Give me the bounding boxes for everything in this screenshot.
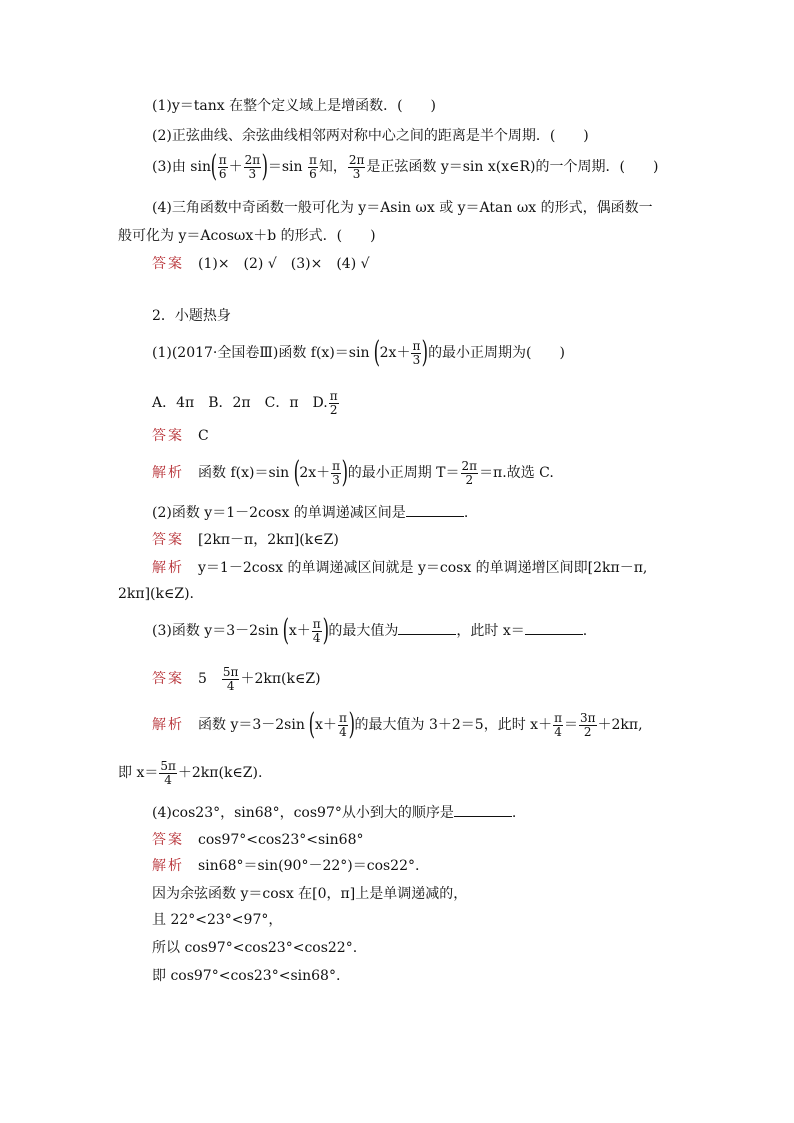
fraction bbox=[222, 666, 240, 693]
fraction-numerator: π bbox=[554, 710, 562, 725]
text: ＝π.故选 C. bbox=[479, 465, 554, 481]
left-paren: ( bbox=[373, 335, 381, 370]
text: ＋ bbox=[228, 159, 243, 175]
blank-line bbox=[406, 502, 464, 517]
text: (3)由 sin bbox=[152, 159, 211, 175]
fraction-numerator: π bbox=[412, 338, 421, 353]
problem-4-analysis-line3: 且 22°<23°<97°， bbox=[152, 912, 283, 928]
fraction-numerator: π bbox=[308, 152, 317, 167]
problem-3 bbox=[152, 614, 684, 648]
text: (3)函数 y＝3－2sin bbox=[152, 623, 279, 639]
right-paren: ) bbox=[348, 707, 355, 742]
text: 是正弦函数 y＝sin x(x∈R)的一个周期．( ) bbox=[366, 159, 659, 175]
problem-2-analysis-line2: 2kπ](k∈Z). bbox=[118, 586, 195, 602]
text: 的最大值为 bbox=[328, 623, 399, 639]
fraction-denominator: 3 bbox=[412, 352, 421, 367]
problem-2 bbox=[152, 502, 684, 523]
fraction-denominator: 4 bbox=[164, 772, 172, 787]
fraction bbox=[159, 760, 177, 787]
analysis-label: 解析 bbox=[152, 465, 184, 481]
fraction-denominator: 4 bbox=[226, 678, 235, 693]
analysis-label: 解析 bbox=[152, 858, 184, 874]
fraction bbox=[329, 390, 339, 417]
left-paren: ( bbox=[308, 707, 316, 742]
text: 函数 y＝3－2sin bbox=[198, 717, 305, 733]
problem-4-analysis-line2: 因为余弦函数 y＝cosx 在[0，π]上是单调递减的， bbox=[152, 886, 468, 902]
text: 2x＋ bbox=[299, 465, 331, 481]
fraction bbox=[308, 154, 318, 181]
problem-4-analysis-line4: 所以 cos97°<cos23°<cos22°. bbox=[152, 940, 358, 956]
right-paren: ) bbox=[322, 613, 329, 648]
right-paren: ) bbox=[261, 149, 269, 184]
fraction-numerator: π bbox=[218, 152, 227, 167]
problem-3-answer bbox=[152, 662, 684, 696]
fraction-denominator: 3 bbox=[248, 166, 257, 181]
answer-1 bbox=[152, 254, 684, 274]
text: ＋2kπ(k∈Z). bbox=[177, 765, 263, 781]
judgement-1: (1)y＝tanx 在整个定义域上是增函数．( ) bbox=[152, 98, 436, 114]
fraction bbox=[348, 154, 366, 181]
fraction-numerator: π bbox=[332, 458, 341, 473]
text: 的最小正周期为( ) bbox=[428, 345, 565, 361]
fraction bbox=[461, 460, 479, 487]
answer-text: [2kπ－π，2kπ](k∈Z) bbox=[198, 532, 339, 548]
answer-text: C bbox=[198, 428, 209, 444]
text: sin68°＝sin(90°－22°)＝cos22°. bbox=[198, 858, 420, 874]
fraction-denominator: 2 bbox=[465, 472, 474, 487]
problem-2-analysis-line1 bbox=[152, 558, 684, 578]
fraction-numerator: π bbox=[338, 710, 347, 725]
problem-1-answer bbox=[152, 426, 684, 446]
fraction bbox=[312, 618, 322, 645]
problem-1 bbox=[152, 336, 684, 370]
fraction bbox=[338, 712, 348, 739]
left-paren: ( bbox=[282, 613, 290, 648]
answer-label: 答案 bbox=[152, 532, 184, 548]
judgement-4-line2: 般可化为 y＝Acosωx＋b 的形式．( ) bbox=[118, 228, 376, 244]
problem-1-analysis bbox=[152, 456, 684, 490]
problem-2-answer bbox=[152, 530, 684, 550]
text: 5 bbox=[198, 671, 221, 687]
fraction-numerator: 5π bbox=[160, 758, 176, 773]
problem-4-answer bbox=[152, 830, 684, 850]
fraction-numerator: 2π bbox=[348, 152, 365, 167]
fraction-numerator: π bbox=[312, 616, 321, 631]
fraction bbox=[331, 460, 341, 487]
text: x＋ bbox=[315, 717, 337, 733]
text: 知， bbox=[318, 159, 347, 175]
fraction-numerator: 3π bbox=[579, 710, 596, 725]
fraction-denominator: 6 bbox=[309, 166, 317, 181]
left-paren: ( bbox=[210, 149, 218, 184]
text: y＝1－2cosx 的单调递减区间就是 y＝cosx 的单调递增区间即[2kπ－π, bbox=[198, 560, 648, 576]
answer-text: cos97°<cos23°<sin68° bbox=[198, 832, 364, 848]
blank-line bbox=[398, 620, 456, 635]
text: (2)函数 y＝1－2cosx 的单调递减区间是 bbox=[152, 505, 406, 521]
text: ＝sin bbox=[267, 159, 303, 175]
judgement-3 bbox=[152, 149, 684, 184]
text: ＋2kπ, bbox=[597, 717, 643, 733]
fraction bbox=[553, 712, 563, 739]
problem-3-analysis-line2 bbox=[118, 756, 684, 790]
left-paren: ( bbox=[293, 455, 300, 490]
answer-label: 答案 bbox=[152, 256, 184, 272]
fraction-denominator: 4 bbox=[339, 724, 347, 739]
answer-text: (1)× (2) √ (3)× (4) √ bbox=[198, 256, 370, 272]
text: 的最小正周期 T＝ bbox=[347, 465, 460, 481]
text: x＋ bbox=[288, 623, 311, 639]
fraction-denominator: 6 bbox=[218, 166, 227, 181]
problem-3-analysis bbox=[152, 708, 684, 742]
text: . bbox=[463, 505, 469, 521]
fraction-denominator: 4 bbox=[312, 630, 321, 645]
analysis-label: 解析 bbox=[152, 560, 184, 576]
fraction-numerator: π bbox=[329, 388, 338, 403]
problem-4-analysis-line5: 即 cos97°<cos23°<sin68°. bbox=[152, 968, 341, 984]
text: A．4π B．2π C．π D. bbox=[152, 395, 328, 411]
right-paren: ) bbox=[421, 335, 429, 370]
fraction-denominator: 3 bbox=[352, 166, 361, 181]
text: . bbox=[582, 623, 588, 639]
fraction-denominator: 3 bbox=[332, 472, 340, 487]
text: . bbox=[511, 805, 517, 821]
fraction bbox=[411, 340, 421, 367]
fraction-denominator: 4 bbox=[554, 724, 562, 739]
judgement-4-line1: (4)三角函数中奇函数一般可化为 y＝Asin ωx 或 y＝Atan ωx 的形式，偶函数一 bbox=[152, 200, 653, 216]
analysis-label: 解析 bbox=[152, 717, 184, 733]
problem-4-analysis-line1 bbox=[152, 856, 684, 876]
text: (4)cos23°，sin68°，cos97°从小到大的顺序是 bbox=[152, 805, 454, 821]
answer-label: 答案 bbox=[152, 832, 184, 848]
blank-line bbox=[525, 620, 583, 635]
fraction-numerator: 5π bbox=[222, 664, 239, 679]
text: ，此时 x＝ bbox=[456, 623, 525, 639]
text: (1)(2017·全国卷Ⅲ)函数 f(x)＝sin bbox=[152, 345, 370, 361]
answer-label: 答案 bbox=[152, 671, 184, 687]
section-heading: 2．小题热身 bbox=[152, 308, 231, 324]
fraction bbox=[244, 154, 262, 181]
fraction bbox=[579, 712, 597, 739]
blank-line bbox=[454, 802, 512, 817]
fraction-denominator: 2 bbox=[583, 724, 592, 739]
text: 即 x＝ bbox=[118, 765, 159, 781]
problem-1-options bbox=[152, 386, 684, 420]
fraction-denominator: 2 bbox=[329, 402, 338, 417]
right-paren: ) bbox=[341, 455, 349, 490]
text: ＝ bbox=[563, 717, 578, 733]
problem-4 bbox=[152, 802, 684, 823]
judgement-2: (2)正弦曲线、余弦曲线相邻两对称中心之间的距离是半个周期．( ) bbox=[152, 128, 589, 144]
answer-label: 答案 bbox=[152, 428, 184, 444]
text: 函数 f(x)＝sin bbox=[198, 465, 290, 481]
text: 的最大值为 3＋2＝5，此时 x＋ bbox=[354, 717, 553, 733]
text: 2x＋ bbox=[379, 345, 411, 361]
fraction-numerator: 2π bbox=[461, 458, 478, 473]
fraction bbox=[218, 154, 228, 181]
text: ＋2kπ(k∈Z) bbox=[240, 671, 321, 687]
fraction-numerator: 2π bbox=[244, 152, 261, 167]
